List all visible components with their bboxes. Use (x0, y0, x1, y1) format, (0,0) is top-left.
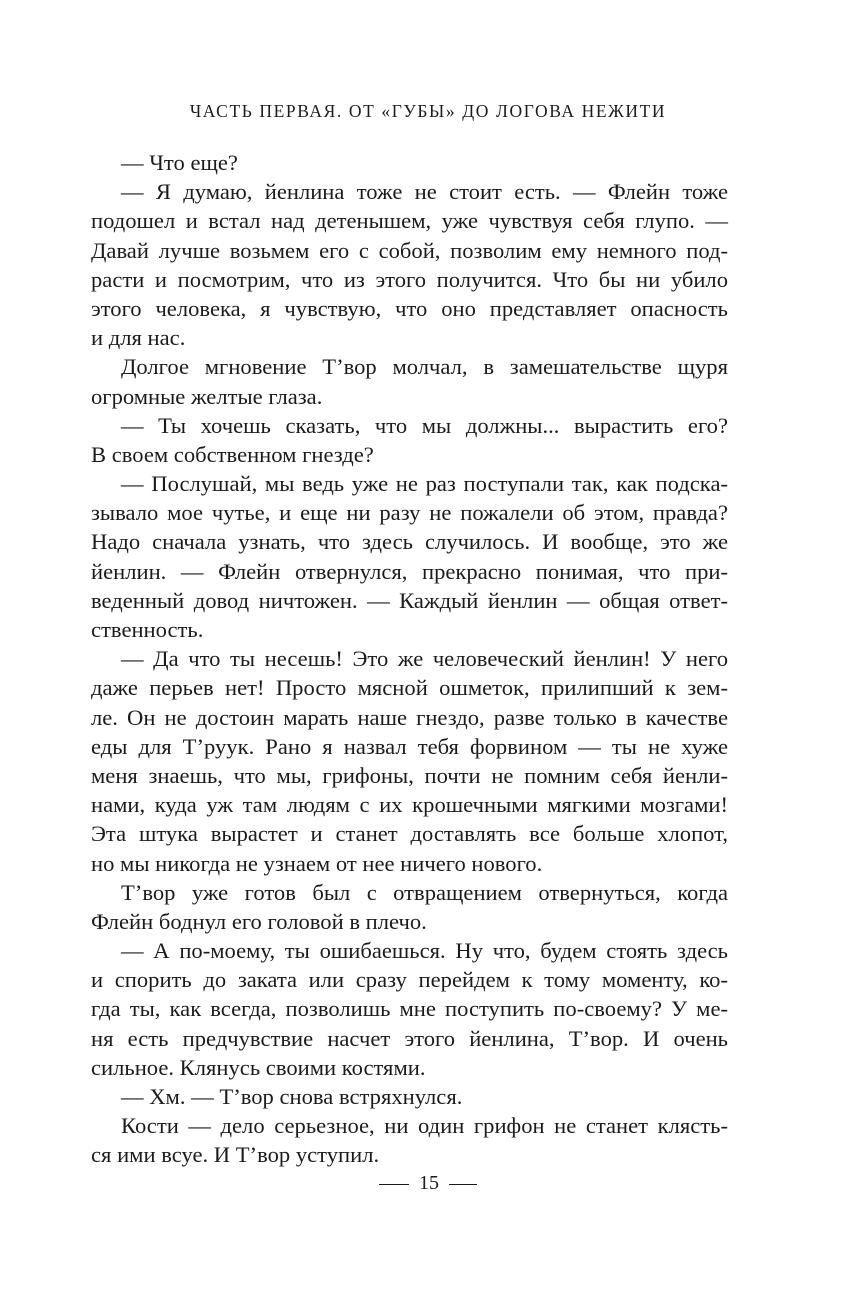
text-line: — Да что ты несешь! Это же человеческий йенлин! У него (121, 646, 728, 672)
page-number-block (0, 1170, 856, 1196)
text-line: и спорить до заката или сразу перейдем к тому моменту, ко- (91, 967, 728, 993)
text-line: Эта штука вырастет и станет доставлять все больше хлопот, (91, 821, 728, 847)
folio-rule-left (379, 1184, 409, 1185)
text-line: этого человека, я чувствую, что оно представляет опасность (91, 295, 728, 321)
body-text (91, 148, 728, 1170)
text-line: Надо сначала узнать, что здесь случилось. И вообще, это же (91, 529, 728, 555)
text-line: ле. Он не достоин марать наше гнездо, разве только в качестве (91, 704, 728, 730)
text-line: — Ты хочешь сказать, что мы должны... вырастить его? (121, 412, 728, 438)
text-line: расти и посмотрим, что из этого получится. Что бы ни убило (91, 266, 728, 292)
text-line: гда ты, как всегда, позволишь мне поступить по-своему? У ме- (91, 996, 728, 1022)
text-line: и для нас. (91, 325, 186, 351)
text-line: веденный довод ничтожен. — Каждый йенлин — общая ответ- (91, 587, 728, 613)
text-line: — А по-моему, ты ошибаешься. Ну что, будем стоять здесь (121, 938, 728, 964)
text-line: Долгое мгновение Т’вор молчал, в замешательстве щуря (121, 354, 728, 380)
text-line: ственность. (91, 617, 204, 642)
text-line: Флейн боднул его головой в плечо. (91, 908, 427, 934)
running-head: ЧАСТЬ ПЕРВАЯ. ОТ «ГУБЫ» ДО ЛОГОВА НЕЖИТИ (189, 101, 667, 121)
text-line: йенлин. — Флейн отвернулся, прекрасно понимая, что при- (91, 558, 728, 584)
text-line: — Послушай, мы ведь уже не раз поступали так, как подска- (121, 471, 728, 497)
text-line: еды для Т’руук. Рано я назвал тебя форвином — ты не хуже (91, 733, 728, 759)
text-line: Кости — дело серьезное, ни один грифон не станет клясть- (121, 1113, 728, 1139)
text-line: — Что еще? (121, 150, 238, 175)
text-line: меня знаешь, что мы, грифоны, почти не помним себя йенли- (91, 762, 728, 788)
text-line: Т’вор уже готов был с отвращением отвернуться, когда (121, 879, 728, 905)
page-number: 15 (419, 1171, 439, 1194)
text-line: огромные желтые глаза. (91, 383, 323, 409)
text-line: даже перьев нет! Просто мясной ошметок, прилипший к зем- (91, 675, 728, 701)
text-line: подошел и встал над детенышем, уже чувствуя себя глупо. — (91, 208, 728, 234)
text-line: но мы никогда не узнаем от нее ничего нового. (91, 850, 543, 876)
text-line: — Хм. — Т’вор снова встряхнулся. (121, 1084, 463, 1109)
text-line: зывало мое чутье, и еще ни разу не пожалели об этом, правда? (91, 500, 728, 526)
folio-rule-right (449, 1184, 477, 1185)
text-line: ня есть предчувствие насчет этого йенлина, Т’вор. И очень (91, 1025, 728, 1051)
text-line: В своем собственном гнезде? (91, 441, 374, 467)
text-line: — Я думаю, йенлина тоже не стоит есть. — Флейн тоже (121, 179, 728, 205)
text-line: сильное. Клянусь своими костями. (91, 1054, 426, 1080)
text-line: нами, куда уж там людям с их крошечными мягкими мозгами! (91, 792, 728, 818)
text-line: Давай лучше возьмем его с собой, позволим ему немного под- (91, 237, 728, 263)
text-line: ся ими всуе. И Т’вор уступил. (91, 1142, 380, 1168)
